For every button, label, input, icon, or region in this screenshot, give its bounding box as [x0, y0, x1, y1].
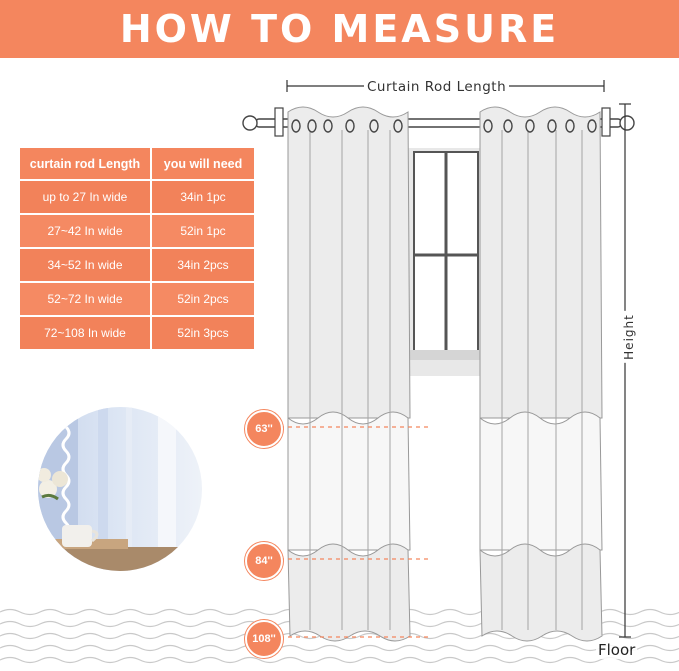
window [406, 148, 486, 376]
product-photo-drawing [38, 407, 202, 571]
panel-need-cell: 52in 2pcs [152, 283, 254, 315]
height-label: Height [622, 311, 636, 363]
height-measure [619, 104, 631, 637]
rod-width-cell: 52~72 In wide [20, 283, 150, 315]
rod-width-cell: 72~108 In wide [20, 317, 150, 349]
panel-need-cell: 52in 3pcs [152, 317, 254, 349]
page-title: HOW TO MEASURE [119, 7, 560, 51]
header-you-will-need: you will need [152, 148, 254, 179]
length-mark-108: 108'' [245, 620, 283, 658]
left-curtain-panel [288, 107, 410, 641]
floor-label: Floor [598, 641, 636, 659]
rod-width-cell: 27~42 In wide [20, 215, 150, 247]
panel-need-cell: 34in 1pc [152, 181, 254, 213]
rod-width-cell: 34~52 In wide [20, 249, 150, 281]
right-curtain-panel [480, 107, 602, 641]
length-mark-84: 84'' [245, 542, 283, 580]
rod-width-cell: up to 27 In wide [20, 181, 150, 213]
product-photo [38, 407, 202, 571]
length-mark-63: 63'' [245, 410, 283, 448]
panel-need-cell: 34in 2pcs [152, 249, 254, 281]
header-rod-length: curtain rod Length [20, 148, 150, 179]
rod-finial-icon [620, 116, 634, 130]
rod-length-label: Curtain Rod Length [364, 79, 509, 95]
rod-finial-icon [243, 116, 257, 130]
panel-need-cell: 52in 1pc [152, 215, 254, 247]
